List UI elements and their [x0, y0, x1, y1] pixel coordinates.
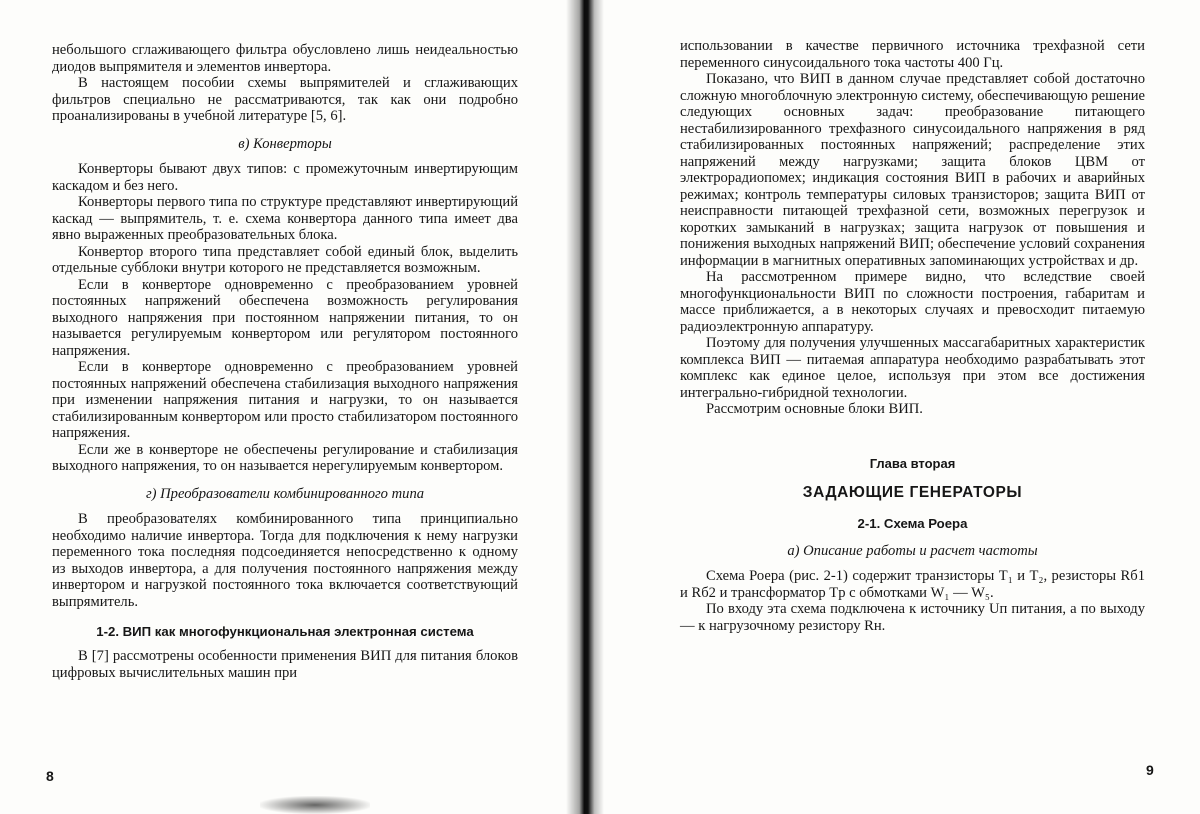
section-heading-2-1: 2-1. Схема Роера	[857, 515, 968, 531]
paragraph: использовании в качестве первичного источника трехфазной сети переменного синусоидального тока частоты 400 Гц.	[680, 38, 1145, 71]
paragraph: Поэтому для получения улучшенных массагабаритных характеристик комплекса ВИП — питаемая аппаратура необходимо разрабатывать этот комплекс как единое целое, используя при этом все достижения интегрально-гибридной технологии.	[680, 335, 1145, 401]
right-page	[585, 0, 1200, 814]
paragraph: В [7] рассмотрены особенности применения ВИП для питания блоков цифровых вычислительных машин при	[52, 648, 518, 681]
chapter-title: ЗАДАЮЩИЕ ГЕНЕРАТОРЫ	[802, 483, 1023, 501]
paragraph: небольшого сглаживающего фильтра обусловлено лишь неидеальностью диодов выпрямителя и элементов инвертора.	[52, 42, 518, 75]
right-text-column	[680, 38, 1145, 634]
paragraph: На рассмотренном примере видно, что вследствие своей многофункциональности ВИП по сложности построения, габаритам и массе приближается, а в некоторых случаях и превосходит питаемую радиоэлектронную аппаратуру.	[680, 269, 1145, 335]
chapter-label: Глава вторая	[869, 455, 956, 471]
paragraph: Рассмотрим основные блоки ВИП.	[706, 401, 923, 417]
paragraph: В настоящем пособии схемы выпрямителей и сглаживающих фильтров специально не рассматриваются, так как они подробно проанализированы в учебной литературе [5, 6].	[52, 75, 518, 124]
paragraph: Если в конверторе одновременно с преобразованием уровней постоянных напряжений обеспечена стабилизация выходного напряжения при изменении напряжения питания и нагрузки, то он называется стабилизированным конвертором или просто стабилизатором постоянного напряжения.	[52, 359, 518, 441]
scan-smudge	[260, 796, 370, 814]
paragraph: Если же в конверторе не обеспечены регулирование и стабилизация выходного напряжения, то он называется нерегулируемым конвертором.	[52, 441, 518, 474]
paragraph: По входу эта схема подключена к источнику Uп питания, а по выходу — к нагрузочному резистору Rн.	[680, 601, 1145, 634]
left-page	[0, 0, 585, 814]
paragraph: Конверторы бывают двух типов: с промежуточным инвертирующим каскадом и без него.	[52, 161, 518, 194]
paragraph: Конверторы первого типа по структуре представляют инвертирующий каскад — выпрямитель, т. е. схема конвертора данного типа имеет два явно выраженных преобразовательных блока.	[52, 194, 518, 243]
paragraph: Конвертор второго типа представляет собой единый блок, выделить отдельные субблоки внутри которого не представляется возможным.	[52, 243, 518, 276]
page-number: 8	[46, 768, 54, 784]
subsection-heading: а) Описание работы и расчет частоты	[787, 542, 1038, 559]
paragraph: Схема Роера (рис. 2-1) содержит транзисторы T₁ и T₂, резисторы Rб1 и Rб2 и трансформатор Tp с обмотками W₁ — W₅.	[680, 568, 1145, 601]
book-spine-shadow	[566, 0, 604, 814]
section-heading-combined: г) Преобразователи комбинированного типа	[145, 485, 425, 502]
section-heading-1-2: 1-2. ВИП как многофункциональная электронная система	[96, 624, 474, 639]
paragraph: В преобразователях комбинированного типа принципиально необходимо наличие инвертора. Тогда для подключения к нему нагрузки переменного тока последняя подсоединяется непосредственно к одному из выходов инвертора, а для получения постоянного напряжения между инвертором и нагрузкой постоянного тока включается соответствующий выпрямитель.	[52, 511, 518, 610]
page-number: 9	[1146, 762, 1154, 778]
paragraph: Показано, что ВИП в данном случае представляет собой достаточно сложную многоблочную электронную систему, обеспечивающую решение следующих основных задач: преобразование питающего нестабилизированного трехфазного синусоидального напряжения в ряд стабилизированных постоянных напряжений; распределение этих напряжений между нагрузками; защита блоков ЦВМ от электрорадиопомех; индикация состояния ВИП в рабочих и аварийных режимах; контроль температуры силовых транзисторов; защита ВИП от неисправности питающей трехфазной сети, возможных перегрузок и коротких замыканий в нагрузках; защита нагрузок от повышения и понижения выходных напряжений ВИП; обеспечение условий сохранения информации в магнитных оперативных запоминающих устройствах и др.	[680, 71, 1145, 269]
paragraph: Если в конверторе одновременно с преобразованием уровней постоянных напряжений обеспечена возможность регулирования выходного напряжения при постоянном напряжении питания, то он называется регулируемым конвертором или регулятором постоянного напряжения.	[52, 276, 518, 359]
section-heading-converters: в) Конверторы	[238, 135, 332, 152]
left-text-column	[52, 42, 518, 681]
